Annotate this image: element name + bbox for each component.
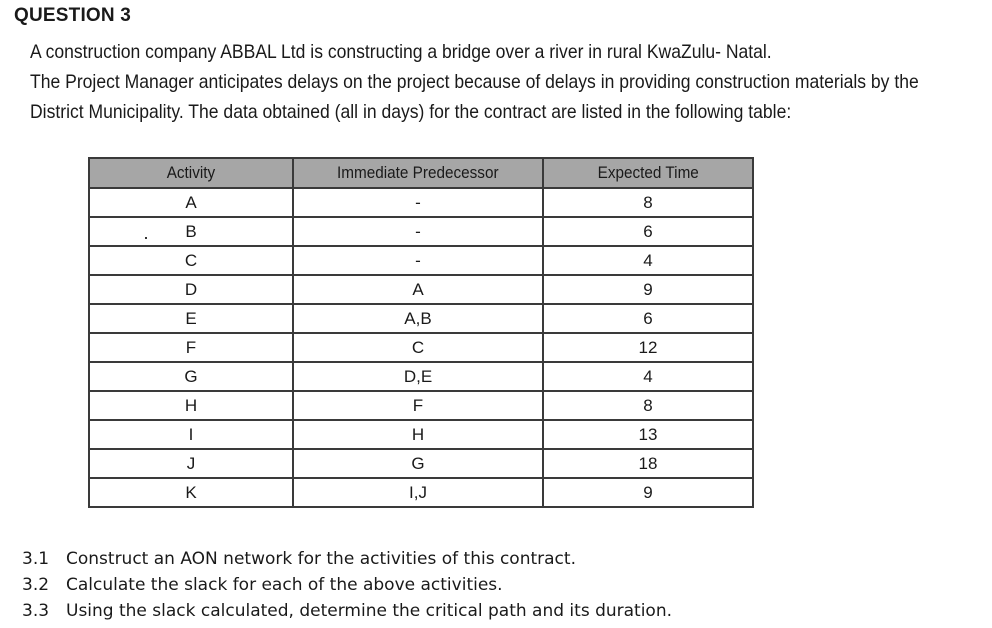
cell-expected-time: 6 <box>543 304 753 333</box>
cell-predecessor: A,B <box>293 304 543 333</box>
cell-predecessor: H <box>293 420 543 449</box>
question-text: Using the slack calculated, determine the critical path and its duration. <box>66 601 673 621</box>
cell-activity: C <box>89 246 293 275</box>
table-row <box>89 478 753 507</box>
table-row <box>89 246 753 275</box>
cell-expected-time: 12 <box>543 333 753 362</box>
cell-expected-time: 4 <box>543 246 753 275</box>
table-row <box>89 188 753 217</box>
intro-paragraph <box>30 37 919 127</box>
cell-activity: G <box>89 362 293 391</box>
cell-expected-time: 4 <box>543 362 753 391</box>
question-item <box>22 546 672 572</box>
intro-line: A construction company ABBAL Ltd is constructing a bridge over a river in rural KwaZulu- Natal. <box>30 41 772 63</box>
question-text: Calculate the slack for each of the above activities. <box>66 575 503 595</box>
cell-activity: D <box>89 275 293 304</box>
intro-line: The Project Manager anticipates delays on the project because of delays in providing construction materials by the <box>30 71 919 93</box>
cell-activity: F <box>89 333 293 362</box>
header-predecessor: Immediate Predecessor <box>293 158 543 188</box>
cell-activity: K <box>89 478 293 507</box>
table-row <box>89 391 753 420</box>
question-item <box>22 572 672 598</box>
cell-activity: H <box>89 391 293 420</box>
cell-expected-time: 8 <box>543 188 753 217</box>
cell-predecessor: - <box>293 217 543 246</box>
cell-predecessor: - <box>293 188 543 217</box>
question-number: 3.2 <box>22 575 50 595</box>
table-row <box>89 304 753 333</box>
table-row <box>89 449 753 478</box>
cell-predecessor: G <box>293 449 543 478</box>
cell-predecessor: I,J <box>293 478 543 507</box>
intro-line: District Municipality. The data obtained (all in days) for the contract are listed in the following table: <box>30 101 792 123</box>
cell-predecessor: F <box>293 391 543 420</box>
question-number: 3.1 <box>22 549 50 569</box>
table-row <box>89 217 753 246</box>
cell-expected-time: 18 <box>543 449 753 478</box>
cell-expected-time: 13 <box>543 420 753 449</box>
cell-expected-time: 6 <box>543 217 753 246</box>
header-activity: Activity <box>89 158 293 188</box>
cell-activity: A <box>89 188 293 217</box>
table-row <box>89 275 753 304</box>
table-row <box>89 420 753 449</box>
question-list <box>22 546 672 624</box>
question-number: 3.3 <box>22 601 50 621</box>
cell-activity: E <box>89 304 293 333</box>
cell-activity: I <box>89 420 293 449</box>
table-body <box>89 188 753 507</box>
cell-predecessor: - <box>293 246 543 275</box>
question-text: Construct an AON network for the activities of this contract. <box>66 549 576 569</box>
cell-expected-time: 8 <box>543 391 753 420</box>
cell-predecessor: D,E <box>293 362 543 391</box>
table-row <box>89 333 753 362</box>
cell-activity: B <box>89 217 293 246</box>
question-heading: QUESTION 3 <box>14 5 132 26</box>
cell-predecessor: C <box>293 333 543 362</box>
cell-activity: J <box>89 449 293 478</box>
question-item <box>22 598 672 624</box>
table-row <box>89 362 753 391</box>
table-header-row <box>89 158 753 188</box>
cell-expected-time: 9 <box>543 478 753 507</box>
cell-expected-time: 9 <box>543 275 753 304</box>
cell-predecessor: A <box>293 275 543 304</box>
activity-table <box>88 157 754 508</box>
header-expected-time: Expected Time <box>543 158 753 188</box>
